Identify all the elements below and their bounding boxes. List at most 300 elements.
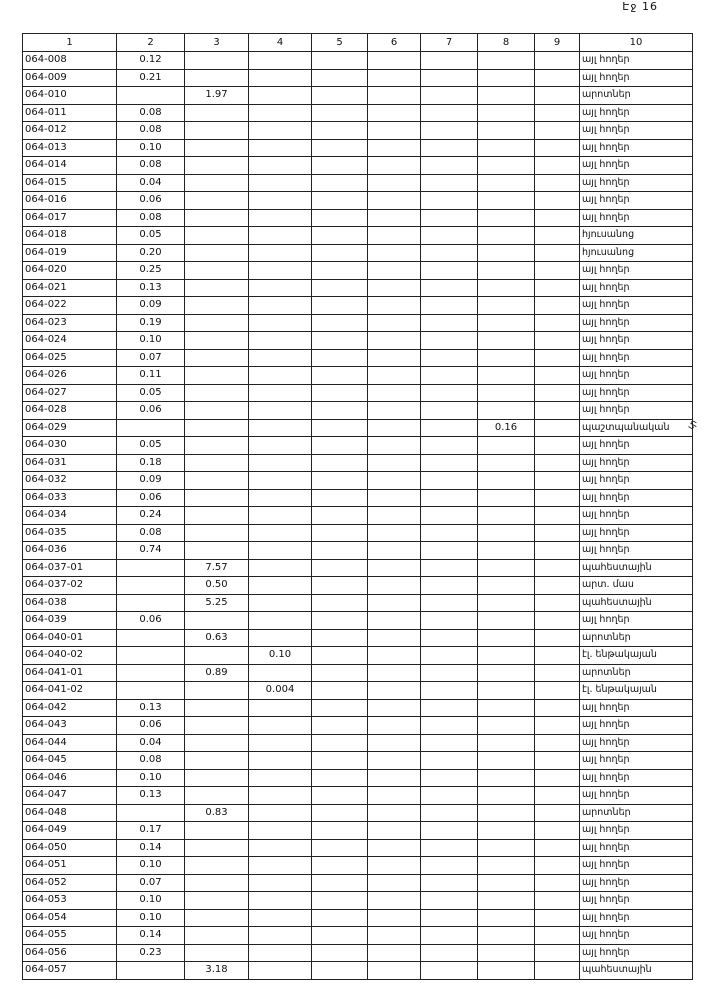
table-row: [23, 209, 693, 227]
area-cell-col8: [478, 717, 535, 735]
area-cell-col9: [535, 244, 580, 262]
area-cell-col8: [478, 734, 535, 752]
area-cell-col8: [478, 699, 535, 717]
area-cell-col9: [535, 629, 580, 647]
area-cell-col4: [249, 944, 312, 962]
area-cell-col5: [312, 804, 368, 822]
area-cell-col8: [478, 437, 535, 455]
area-cell-col9: [535, 577, 580, 595]
area-cell-col4: [249, 69, 312, 87]
land-type-cell: այլ հողեր: [580, 209, 693, 227]
area-cell-col3: [185, 787, 249, 805]
land-type-cell: արտ. մաս: [580, 577, 693, 595]
area-cell-col5: [312, 332, 368, 350]
area-cell-col7: [421, 454, 478, 472]
area-cell-col2: 0.08: [117, 122, 185, 140]
area-cell-col9: [535, 367, 580, 385]
column-header-8: 8: [478, 34, 535, 52]
area-cell-col3: [185, 822, 249, 840]
area-cell-col8: [478, 262, 535, 280]
area-cell-col6: [368, 314, 421, 332]
area-cell-col8: [478, 577, 535, 595]
land-type-cell: արոտներ: [580, 664, 693, 682]
area-cell-col4: [249, 279, 312, 297]
table-row: [23, 664, 693, 682]
area-cell-col5: [312, 717, 368, 735]
area-cell-col9: [535, 874, 580, 892]
area-cell-col5: [312, 157, 368, 175]
area-cell-col4: [249, 157, 312, 175]
parcel-code-cell: 064-045: [23, 752, 117, 770]
area-cell-col3: [185, 402, 249, 420]
area-cell-col5: [312, 734, 368, 752]
land-type-cell: հյուսանոց: [580, 244, 693, 262]
table-row: [23, 839, 693, 857]
table-row: [23, 472, 693, 490]
area-cell-col4: [249, 769, 312, 787]
table-row: [23, 297, 693, 315]
land-type-cell: այլ հողեր: [580, 279, 693, 297]
area-cell-col8: 0.16: [478, 419, 535, 437]
area-cell-col4: [249, 472, 312, 490]
table-row: [23, 612, 693, 630]
area-cell-col4: 0.10: [249, 647, 312, 665]
area-cell-col7: [421, 472, 478, 490]
area-cell-col8: [478, 454, 535, 472]
area-cell-col3: [185, 174, 249, 192]
land-type-cell: այլ հողեր: [580, 909, 693, 927]
land-type-cell: այլ հողեր: [580, 769, 693, 787]
table-row: [23, 699, 693, 717]
area-cell-col8: [478, 892, 535, 910]
area-cell-col4: [249, 962, 312, 980]
area-cell-col3: [185, 192, 249, 210]
area-cell-col9: [535, 542, 580, 560]
area-cell-col3: 5.25: [185, 594, 249, 612]
area-cell-col5: [312, 647, 368, 665]
area-cell-col2: [117, 682, 185, 700]
area-cell-col5: [312, 787, 368, 805]
land-type-cell: էլ. ենթակայան: [580, 682, 693, 700]
area-cell-col8: [478, 804, 535, 822]
area-cell-col5: [312, 209, 368, 227]
area-cell-col4: [249, 192, 312, 210]
area-cell-col7: [421, 437, 478, 455]
area-cell-col6: [368, 787, 421, 805]
area-cell-col5: [312, 87, 368, 105]
area-cell-col4: [249, 699, 312, 717]
land-type-cell: այլ հողեր: [580, 752, 693, 770]
area-cell-col8: [478, 244, 535, 262]
area-cell-col9: [535, 227, 580, 245]
area-cell-col4: [249, 227, 312, 245]
land-type-cell: այլ հողեր: [580, 437, 693, 455]
parcel-code-cell: 064-022: [23, 297, 117, 315]
area-cell-col8: [478, 314, 535, 332]
area-cell-col7: [421, 349, 478, 367]
land-type-cell: այլ հողեր: [580, 699, 693, 717]
area-cell-col7: [421, 857, 478, 875]
table-row: [23, 577, 693, 595]
table-row: [23, 804, 693, 822]
land-type-cell: այլ հողեր: [580, 52, 693, 70]
area-cell-col7: [421, 192, 478, 210]
area-cell-col6: [368, 944, 421, 962]
area-cell-col7: [421, 279, 478, 297]
area-cell-col2: 0.06: [117, 612, 185, 630]
area-cell-col4: [249, 489, 312, 507]
land-type-cell: այլ հողեր: [580, 174, 693, 192]
area-cell-col3: [185, 734, 249, 752]
area-cell-col8: [478, 52, 535, 70]
land-type-cell: այլ հողեր: [580, 402, 693, 420]
area-cell-col2: 0.06: [117, 402, 185, 420]
area-cell-col2: 0.08: [117, 209, 185, 227]
area-cell-col9: [535, 962, 580, 980]
parcel-code-cell: 064-047: [23, 787, 117, 805]
area-cell-col5: [312, 769, 368, 787]
area-cell-col9: [535, 52, 580, 70]
area-cell-col8: [478, 384, 535, 402]
parcel-code-cell: 064-018: [23, 227, 117, 245]
area-cell-col7: [421, 507, 478, 525]
table-row: [23, 734, 693, 752]
land-type-cell: պահեստային: [580, 962, 693, 980]
area-cell-col5: [312, 699, 368, 717]
parcel-code-cell: 064-028: [23, 402, 117, 420]
land-type-cell: այլ հողեր: [580, 139, 693, 157]
parcel-code-cell: 064-036: [23, 542, 117, 560]
parcel-code-cell: 064-040-02: [23, 647, 117, 665]
area-cell-col2: 0.06: [117, 192, 185, 210]
column-header-4: 4: [249, 34, 312, 52]
area-cell-col8: [478, 927, 535, 945]
area-cell-col7: [421, 647, 478, 665]
area-cell-col6: [368, 909, 421, 927]
area-cell-col3: [185, 69, 249, 87]
table-row: [23, 909, 693, 927]
page-label: Էջ 16: [622, 0, 658, 13]
table-row: [23, 769, 693, 787]
area-cell-col9: [535, 402, 580, 420]
area-cell-col2: 0.05: [117, 384, 185, 402]
area-cell-col9: [535, 769, 580, 787]
area-cell-col5: [312, 454, 368, 472]
area-cell-col4: [249, 87, 312, 105]
area-cell-col9: [535, 437, 580, 455]
area-cell-col2: 0.74: [117, 542, 185, 560]
table-row: [23, 594, 693, 612]
table-row: [23, 629, 693, 647]
area-cell-col9: [535, 664, 580, 682]
parcel-code-cell: 064-010: [23, 87, 117, 105]
area-cell-col3: [185, 297, 249, 315]
area-cell-col2: [117, 419, 185, 437]
column-header-10: 10: [580, 34, 693, 52]
area-cell-col8: [478, 612, 535, 630]
area-cell-col3: [185, 332, 249, 350]
area-cell-col5: [312, 839, 368, 857]
column-header-7: 7: [421, 34, 478, 52]
area-cell-col6: [368, 69, 421, 87]
area-cell-col7: [421, 612, 478, 630]
parcel-code-cell: 064-039: [23, 612, 117, 630]
parcel-code-cell: 064-046: [23, 769, 117, 787]
area-cell-col6: [368, 157, 421, 175]
parcel-code-cell: 064-034: [23, 507, 117, 525]
area-cell-col4: [249, 909, 312, 927]
area-cell-col7: [421, 367, 478, 385]
parcel-code-cell: 064-008: [23, 52, 117, 70]
area-cell-col3: [185, 944, 249, 962]
area-cell-col2: 0.12: [117, 52, 185, 70]
area-cell-col7: [421, 332, 478, 350]
margin-annotation: ւր: [686, 418, 700, 432]
table-row: [23, 454, 693, 472]
area-cell-col6: [368, 927, 421, 945]
land-type-cell: այլ հողեր: [580, 857, 693, 875]
area-cell-col6: [368, 297, 421, 315]
table-row: [23, 384, 693, 402]
area-cell-col4: [249, 734, 312, 752]
area-cell-col8: [478, 682, 535, 700]
area-cell-col2: 0.04: [117, 174, 185, 192]
area-cell-col3: 0.63: [185, 629, 249, 647]
area-cell-col8: [478, 787, 535, 805]
area-cell-col3: 0.50: [185, 577, 249, 595]
area-cell-col6: [368, 524, 421, 542]
area-cell-col9: [535, 174, 580, 192]
table-row: [23, 262, 693, 280]
area-cell-col7: [421, 717, 478, 735]
area-cell-col9: [535, 454, 580, 472]
parcel-code-cell: 064-056: [23, 944, 117, 962]
area-cell-col7: [421, 52, 478, 70]
area-cell-col6: [368, 384, 421, 402]
area-cell-col4: [249, 507, 312, 525]
area-cell-col2: 0.11: [117, 367, 185, 385]
area-cell-col4: [249, 244, 312, 262]
land-type-cell: այլ հողեր: [580, 822, 693, 840]
table-row: [23, 174, 693, 192]
area-cell-col4: [249, 927, 312, 945]
land-type-cell: այլ հողեր: [580, 507, 693, 525]
area-cell-col6: [368, 682, 421, 700]
table-row: [23, 682, 693, 700]
area-cell-col4: [249, 752, 312, 770]
area-cell-col7: [421, 297, 478, 315]
area-cell-col2: [117, 87, 185, 105]
area-cell-col8: [478, 524, 535, 542]
table-row: [23, 244, 693, 262]
area-cell-col5: [312, 139, 368, 157]
area-cell-col3: [185, 717, 249, 735]
land-type-cell: այլ հողեր: [580, 192, 693, 210]
parcel-code-cell: 064-043: [23, 717, 117, 735]
area-cell-col9: [535, 297, 580, 315]
area-cell-col8: [478, 139, 535, 157]
land-type-cell: այլ հողեր: [580, 734, 693, 752]
area-cell-col3: [185, 769, 249, 787]
area-cell-col5: [312, 262, 368, 280]
area-cell-col7: [421, 87, 478, 105]
parcel-code-cell: 064-009: [23, 69, 117, 87]
area-cell-col5: [312, 104, 368, 122]
parcel-code-cell: 064-023: [23, 314, 117, 332]
area-cell-col4: [249, 402, 312, 420]
land-type-cell: այլ հողեր: [580, 944, 693, 962]
area-cell-col2: 0.25: [117, 262, 185, 280]
table-row: [23, 227, 693, 245]
land-type-cell: այլ հողեր: [580, 314, 693, 332]
area-cell-col5: [312, 279, 368, 297]
area-cell-col4: [249, 892, 312, 910]
area-cell-col6: [368, 104, 421, 122]
area-cell-col9: [535, 717, 580, 735]
parcel-code-cell: 064-053: [23, 892, 117, 910]
land-type-cell: պահեստային: [580, 594, 693, 612]
area-cell-col5: [312, 752, 368, 770]
area-cell-col6: [368, 227, 421, 245]
parcel-code-cell: 064-050: [23, 839, 117, 857]
area-cell-col4: [249, 454, 312, 472]
area-cell-col2: 0.08: [117, 104, 185, 122]
table-row: [23, 419, 693, 437]
area-cell-col2: [117, 804, 185, 822]
area-cell-col9: [535, 559, 580, 577]
parcel-code-cell: 064-038: [23, 594, 117, 612]
table-row: [23, 559, 693, 577]
area-cell-col9: [535, 699, 580, 717]
area-cell-col7: [421, 664, 478, 682]
area-cell-col2: [117, 629, 185, 647]
table-row: [23, 314, 693, 332]
area-cell-col9: [535, 472, 580, 490]
area-cell-col5: [312, 472, 368, 490]
area-cell-col6: [368, 367, 421, 385]
area-cell-col5: [312, 577, 368, 595]
land-type-cell: այլ հողեր: [580, 472, 693, 490]
area-cell-col8: [478, 962, 535, 980]
table-row: [23, 944, 693, 962]
area-cell-col7: [421, 69, 478, 87]
area-cell-col7: [421, 244, 478, 262]
area-cell-col6: [368, 279, 421, 297]
area-cell-col6: [368, 122, 421, 140]
area-cell-col9: [535, 804, 580, 822]
area-cell-col8: [478, 332, 535, 350]
area-cell-col8: [478, 664, 535, 682]
parcel-code-cell: 064-040-01: [23, 629, 117, 647]
area-cell-col6: [368, 874, 421, 892]
area-cell-col4: [249, 384, 312, 402]
area-cell-col6: [368, 804, 421, 822]
table-row: [23, 192, 693, 210]
area-cell-col9: [535, 157, 580, 175]
area-cell-col2: 0.05: [117, 437, 185, 455]
area-cell-col5: [312, 944, 368, 962]
area-cell-col6: [368, 87, 421, 105]
table-row: [23, 367, 693, 385]
area-cell-col2: 0.04: [117, 734, 185, 752]
area-cell-col4: [249, 874, 312, 892]
area-cell-col4: [249, 577, 312, 595]
area-cell-col5: [312, 314, 368, 332]
area-cell-col9: [535, 419, 580, 437]
area-cell-col7: [421, 594, 478, 612]
area-cell-col8: [478, 297, 535, 315]
area-cell-col3: [185, 244, 249, 262]
area-cell-col4: [249, 612, 312, 630]
area-cell-col9: [535, 192, 580, 210]
land-type-cell: արոտներ: [580, 804, 693, 822]
area-cell-col7: [421, 157, 478, 175]
area-cell-col3: [185, 524, 249, 542]
land-type-cell: այլ հողեր: [580, 297, 693, 315]
area-cell-col7: [421, 699, 478, 717]
parcel-code-cell: 064-012: [23, 122, 117, 140]
area-cell-col3: [185, 699, 249, 717]
area-cell-col7: [421, 542, 478, 560]
area-cell-col8: [478, 402, 535, 420]
area-cell-col7: [421, 104, 478, 122]
area-cell-col3: [185, 752, 249, 770]
area-cell-col3: [185, 262, 249, 280]
land-type-cell: պաշտպանական: [580, 419, 693, 437]
area-cell-col7: [421, 962, 478, 980]
parcel-code-cell: 064-054: [23, 909, 117, 927]
area-cell-col3: 0.89: [185, 664, 249, 682]
area-cell-col6: [368, 332, 421, 350]
area-cell-col5: [312, 927, 368, 945]
land-type-cell: այլ հողեր: [580, 874, 693, 892]
area-cell-col6: [368, 769, 421, 787]
area-cell-col6: [368, 857, 421, 875]
area-cell-col5: [312, 297, 368, 315]
area-cell-col3: [185, 122, 249, 140]
area-cell-col5: [312, 594, 368, 612]
parcel-code-cell: 064-031: [23, 454, 117, 472]
area-cell-col3: [185, 857, 249, 875]
table-header-row: [23, 34, 693, 52]
area-cell-col5: [312, 174, 368, 192]
area-cell-col6: [368, 647, 421, 665]
area-cell-col9: [535, 647, 580, 665]
area-cell-col4: 0.004: [249, 682, 312, 700]
area-cell-col4: [249, 174, 312, 192]
parcel-code-cell: 064-051: [23, 857, 117, 875]
column-header-6: 6: [368, 34, 421, 52]
table-row: [23, 489, 693, 507]
column-header-2: 2: [117, 34, 185, 52]
parcel-code-cell: 064-024: [23, 332, 117, 350]
area-cell-col6: [368, 174, 421, 192]
area-cell-col8: [478, 69, 535, 87]
area-cell-col4: [249, 542, 312, 560]
land-type-cell: այլ հողեր: [580, 384, 693, 402]
land-type-cell: այլ հողեր: [580, 349, 693, 367]
area-cell-col4: [249, 559, 312, 577]
parcel-code-cell: 064-037-01: [23, 559, 117, 577]
area-cell-col6: [368, 489, 421, 507]
area-cell-col2: 0.07: [117, 349, 185, 367]
area-cell-col8: [478, 87, 535, 105]
table-row: [23, 962, 693, 980]
area-cell-col5: [312, 437, 368, 455]
area-cell-col2: 0.13: [117, 699, 185, 717]
area-cell-col6: [368, 349, 421, 367]
table-row: [23, 279, 693, 297]
